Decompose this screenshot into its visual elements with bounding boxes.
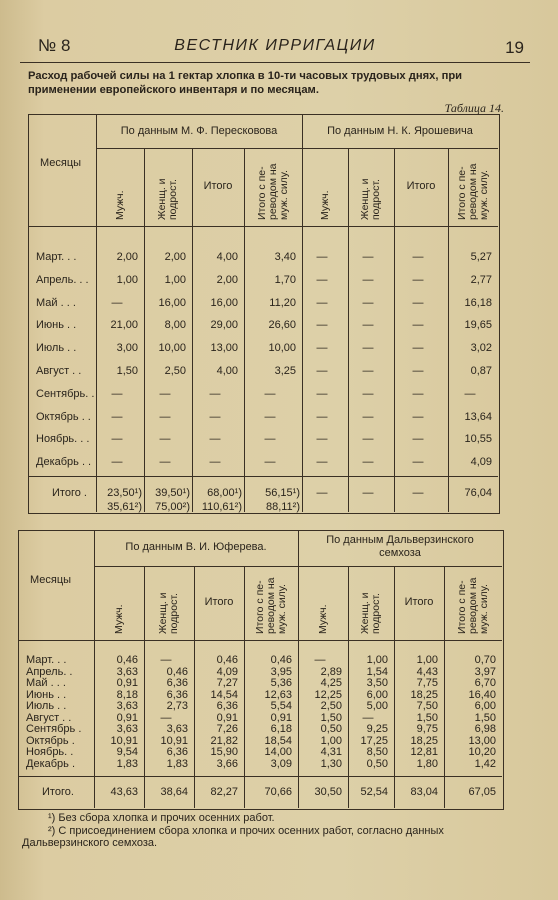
column-header-line: реводом на [466,163,479,220]
column-header-total: Итого [204,596,234,608]
column-header-line: реводом на [466,577,479,634]
cell-value: 1,30 [320,757,342,770]
cell-value: 6,00 [366,688,388,701]
cell-value: 4,25 [320,677,342,689]
cell-value: 4,43 [416,665,438,678]
cell-value: 12,63 [264,688,292,701]
cell-value: 3,63 [116,723,138,735]
cell-value: 2,89 [320,665,342,678]
cell-value: — [412,273,424,286]
column-header-total: Итого [406,180,436,192]
column-header-converted [255,578,288,635]
total-value: 76,04 [464,487,492,499]
group-divider [96,148,498,149]
cell-value: — [159,456,171,469]
cell-value: 1,00 [116,273,138,286]
group-header-right-2: семхоза [379,547,421,559]
cell-value: 2,77 [470,273,492,286]
column-header-line: Мужч. [316,604,329,634]
row-month: Март. . . [36,251,77,263]
cell-value: 14,00 [264,746,292,758]
cell-value: 1,83 [166,757,188,770]
cell-value: 3,00 [116,342,138,355]
cell-value: 5,00 [366,700,388,712]
footnote-2-cont: Дальверзинского семхоза. [22,837,158,849]
cell-value: — [412,410,424,423]
cell-value: 2,50 [164,365,186,377]
total-label: Итого. [42,786,74,798]
row-month: Май . . . [36,296,76,309]
cell-value: — [111,387,123,400]
cell-value: — [264,387,276,400]
total-value: 38,64 [160,786,188,798]
row-month: Октябрь . . [36,410,91,423]
column-header-line: подрост. [167,179,179,220]
table-number: Таблица 14. [444,101,504,115]
cell-value: 8,00 [164,319,186,332]
cell-value: — [316,296,328,309]
column-header-line: подрост. [370,179,382,220]
cell-value: — [464,387,476,400]
total-value: 43,63 [110,786,138,798]
row-month: Март. . . [26,654,67,666]
cell-value: — [412,365,424,377]
cell-value: 16,18 [464,296,492,309]
cell-value: 13,00 [210,342,238,355]
cell-value: 6,36 [216,700,238,712]
cell-value: 5,54 [270,700,292,712]
footnote-1: ¹) Без сбора хлопка и прочих осенних работ. [48,812,275,824]
cell-value: — [412,251,424,263]
cell-value: — [111,456,123,469]
cell-value: — [362,456,374,469]
cell-value: 1,80 [416,757,438,770]
cell-value: — [362,387,374,400]
column-header-men [320,190,331,220]
cell-value: 6,00 [474,700,496,712]
cell-value: 0,91 [216,711,238,724]
cell-value: — [412,296,424,309]
column-header-line: Мужч. [318,190,331,220]
cell-value: 16,00 [210,296,238,309]
total-value: 23,50¹) [107,487,142,499]
cell-value: 0,91 [116,711,138,724]
total-value: — [362,487,374,499]
total-divider [28,476,498,477]
cell-value: 15,90 [210,746,238,758]
cell-value: — [160,711,172,724]
total-label: Итого . [52,487,87,499]
column-header-line: реводом на [266,163,279,220]
cell-value: — [362,433,374,446]
total-divider [18,776,502,777]
cell-value: — [362,342,374,355]
cell-value: 3,63 [166,723,188,735]
cell-value: — [264,410,276,423]
cell-value: — [316,273,328,286]
cell-value: 0,46 [270,654,292,666]
cell-value: 0,46 [116,654,138,666]
cell-value: 7,75 [416,677,438,689]
total-value: 67,05 [468,786,496,798]
row-month: Апрель. . . [36,273,89,286]
cell-value: — [316,433,328,446]
cell-value: 0,46 [216,654,238,666]
cell-value: 6,70 [474,677,496,689]
cell-value: — [264,433,276,446]
row-month: Ноябрь. . [26,746,74,758]
total-value: — [316,487,328,499]
cell-value: 6,18 [270,723,292,735]
table-caption: Расход рабочей силы на 1 гектар хлопка в 10-ти часовых трудовых днях, при применении европейского инвентаря и по месяцам. [28,70,463,96]
cell-value: — [412,319,424,332]
cell-value: 3,02 [470,342,492,355]
cell-value: 2,50 [320,700,342,712]
cell-value: 1,50 [116,365,138,377]
cell-value: 0,70 [474,654,496,666]
cell-value: 10,00 [268,342,296,355]
column-header-line: Женщ. и [157,592,169,634]
cell-value: 12,25 [314,688,342,701]
cell-value: 10,00 [158,342,186,355]
cell-value: 2,00 [116,251,138,263]
cell-value: — [209,410,221,423]
cell-value: 8,18 [116,688,138,701]
cell-value: — [264,456,276,469]
cell-value: 6,36 [166,746,188,758]
cell-value: 21,00 [110,319,138,332]
cell-value: 5,36 [270,677,292,689]
column-header-line: Итого с пе- [455,580,468,634]
cell-value: 1,00 [366,654,388,666]
column-header-men [114,604,125,634]
cell-value: — [362,711,374,724]
column-header-line: подрост. [370,593,382,634]
total-value: 68,00¹) [207,487,242,499]
footnote-2: ²) С присоединением сбора хлопка и прочих осенних работ, согласно данных [48,825,444,837]
row-month: Ноябрь. . . [36,433,90,446]
column-header-total: Итого [203,180,233,192]
column-header-line: Женщ. и [156,178,168,220]
cell-value: 6,98 [474,723,496,735]
column-header-converted [257,164,290,221]
cell-value: — [316,410,328,423]
column-header-women [158,592,180,634]
cell-value: 7,50 [416,700,438,712]
cell-value: 0,91 [116,677,138,689]
cell-value: 1,00 [416,654,438,666]
cell-value: — [412,342,424,355]
header-divider [28,226,498,227]
cell-value: 6,36 [166,677,188,689]
cell-value: 13,64 [464,410,492,423]
row-month: Июнь . . [26,688,67,701]
cell-value: 1,83 [116,757,138,770]
cell-value: — [209,433,221,446]
group-header-left: По данным М. Ф. Пересковова [120,125,278,137]
cell-value: — [362,251,374,263]
cell-value: 2,73 [166,700,188,712]
cell-value: 4,09 [216,665,238,678]
cell-value: 9,25 [366,723,388,735]
row-month: Август . . [36,365,82,377]
cell-value: — [316,387,328,400]
cell-value: — [362,296,374,309]
column-header-line: Итого с пе- [253,580,266,634]
column-header-line: реводом на [264,577,277,634]
cell-value: 1,50 [474,711,496,724]
cell-value: 8,50 [366,746,388,758]
cell-value: 17,25 [360,734,388,747]
total-value: 52,54 [360,786,388,798]
row-month: Июль . . [36,342,77,355]
cell-value: 1,00 [164,273,186,286]
column-header-line: Итого с пе- [455,166,468,220]
cell-value: — [316,456,328,469]
cell-value: 0,50 [320,723,342,735]
cell-value: 29,00 [210,319,238,332]
cell-value: 18,54 [264,734,292,747]
total-value: 30,50 [314,786,342,798]
total-value: — [412,487,424,499]
cell-value: 3,40 [274,251,296,263]
row-month: Июнь . . [36,319,77,332]
total-value: 35,61²) [107,501,142,513]
cell-value: 4,09 [470,456,492,469]
running-header [20,36,530,63]
cell-value: 18,25 [410,734,438,747]
cell-value: 16,40 [468,688,496,701]
column-header-total: Итого [404,596,434,608]
column-header-women [157,178,179,220]
cell-value: 14,54 [210,688,238,701]
cell-value: 1,54 [366,665,388,678]
cell-value: — [316,342,328,355]
cell-value: 2,00 [216,273,238,286]
cell-value: — [412,387,424,400]
cell-value: — [314,654,326,666]
cell-value: 7,26 [216,723,238,735]
column-header-line: подрост. [168,593,180,634]
cell-value: 3,63 [116,665,138,678]
cell-value: 13,00 [468,734,496,747]
cell-value: — [209,387,221,400]
column-header-men [115,190,126,220]
cell-value: 0,91 [270,711,292,724]
months-header: Месяцы [30,574,72,586]
cell-value: — [159,433,171,446]
cell-value: 4,00 [216,251,238,263]
cell-value: 1,00 [320,734,342,747]
cell-value: 3,95 [270,665,292,678]
cell-value: — [316,319,328,332]
total-value: 70,66 [264,786,292,798]
cell-value: 5,27 [470,251,492,263]
cell-value: 3,66 [216,757,238,770]
row-month: Август . . [26,711,72,724]
cell-value: 12,81 [410,746,438,758]
cell-value: — [209,456,221,469]
cell-value: 3,09 [270,757,292,770]
cell-value: — [412,433,424,446]
header-divider [18,640,502,641]
row-month: Декабрь . . [36,456,92,469]
cell-value: 4,31 [320,746,342,758]
cell-value: 9,75 [416,723,438,735]
cell-value: 3,97 [474,665,496,678]
total-value: 82,27 [210,786,238,798]
cell-value: — [362,319,374,332]
cell-value: — [111,433,123,446]
cell-value: 7,27 [216,677,238,689]
row-month: Июль . . [26,700,67,712]
column-header-line: муж. силу. [275,584,288,634]
column-divider [96,114,97,512]
cell-value: — [159,410,171,423]
group-divider [94,566,502,567]
total-value: 88,11²) [265,501,300,513]
row-month: Апрель. . [26,665,73,678]
cell-value: 3,25 [274,365,296,377]
column-divider [302,114,303,512]
row-month: Сентябрь. . [36,387,95,400]
row-month: Октябрь . [26,734,75,747]
cell-value: — [159,387,171,400]
cell-value: 3,63 [116,700,138,712]
cell-value: — [111,296,123,309]
cell-value: 0,46 [166,665,188,678]
cell-value: — [412,456,424,469]
column-header-women [360,592,382,634]
total-value: 110,61²) [201,501,242,513]
group-header-left: По данным В. И. Юферева. [125,541,267,553]
column-header-line: Женщ. и [359,178,371,220]
issue-number: № 8 [38,36,71,55]
cell-value: — [316,365,328,377]
cell-value: 21,82 [210,734,238,747]
cell-value: 10,20 [468,746,496,758]
cell-value: 1,42 [474,757,496,770]
cell-value: 4,00 [216,365,238,377]
cell-value: 16,00 [158,296,186,309]
group-header-right-1: По данным Дальверзинского [326,534,474,546]
cell-value: 26,60 [268,319,296,332]
cell-value: — [362,365,374,377]
cell-value: 19,65 [464,319,492,332]
column-header-line: муж. силу. [477,584,490,634]
group-header-right: По данным Н. К. Ярошевича [327,125,473,137]
column-header-line: Мужч. [113,190,126,220]
cell-value: 2,00 [164,251,186,263]
column-header-line: Мужч. [112,604,125,634]
total-value: 56,15¹) [265,487,300,499]
column-header-men [318,604,329,634]
column-header-line: муж. силу. [477,170,490,220]
page-number: 19 [505,38,524,57]
cell-value: — [160,654,172,666]
row-month: Сентябрь . [26,723,82,735]
cell-value: 6,36 [166,688,188,701]
cell-value: — [316,251,328,263]
cell-value: 1,50 [416,711,438,724]
column-header-converted [457,578,490,635]
column-header-line: Итого с пе- [255,166,268,220]
column-header-women [360,178,382,220]
cell-value: — [362,410,374,423]
months-header: Месяцы [40,157,82,169]
cell-value: — [362,273,374,286]
column-header-line: муж. силу. [277,170,290,220]
cell-value: 11,20 [269,296,296,309]
column-header-line: Женщ. и [359,592,371,634]
column-header-converted [457,164,490,221]
cell-value: 9,54 [116,746,138,758]
cell-value: 1,50 [320,711,342,724]
row-month: Май . . . [26,677,66,689]
total-value: 39,50¹) [155,487,190,499]
total-value: 75,00²) [155,501,190,513]
cell-value: 10,91 [160,734,188,747]
cell-value: 18,25 [410,688,438,701]
cell-value: 1,70 [274,273,296,286]
total-value: 83,04 [410,786,438,798]
cell-value: 10,55 [464,433,492,446]
journal-title: ВЕСТНИК ИРРИГАЦИИ [174,37,376,54]
cell-value: 10,91 [110,734,138,747]
cell-value: 3,50 [366,677,388,689]
cell-value: — [111,410,123,423]
row-month: Декабрь . [26,757,76,770]
cell-value: 0,87 [470,365,492,377]
cell-value: 0,50 [366,757,388,770]
